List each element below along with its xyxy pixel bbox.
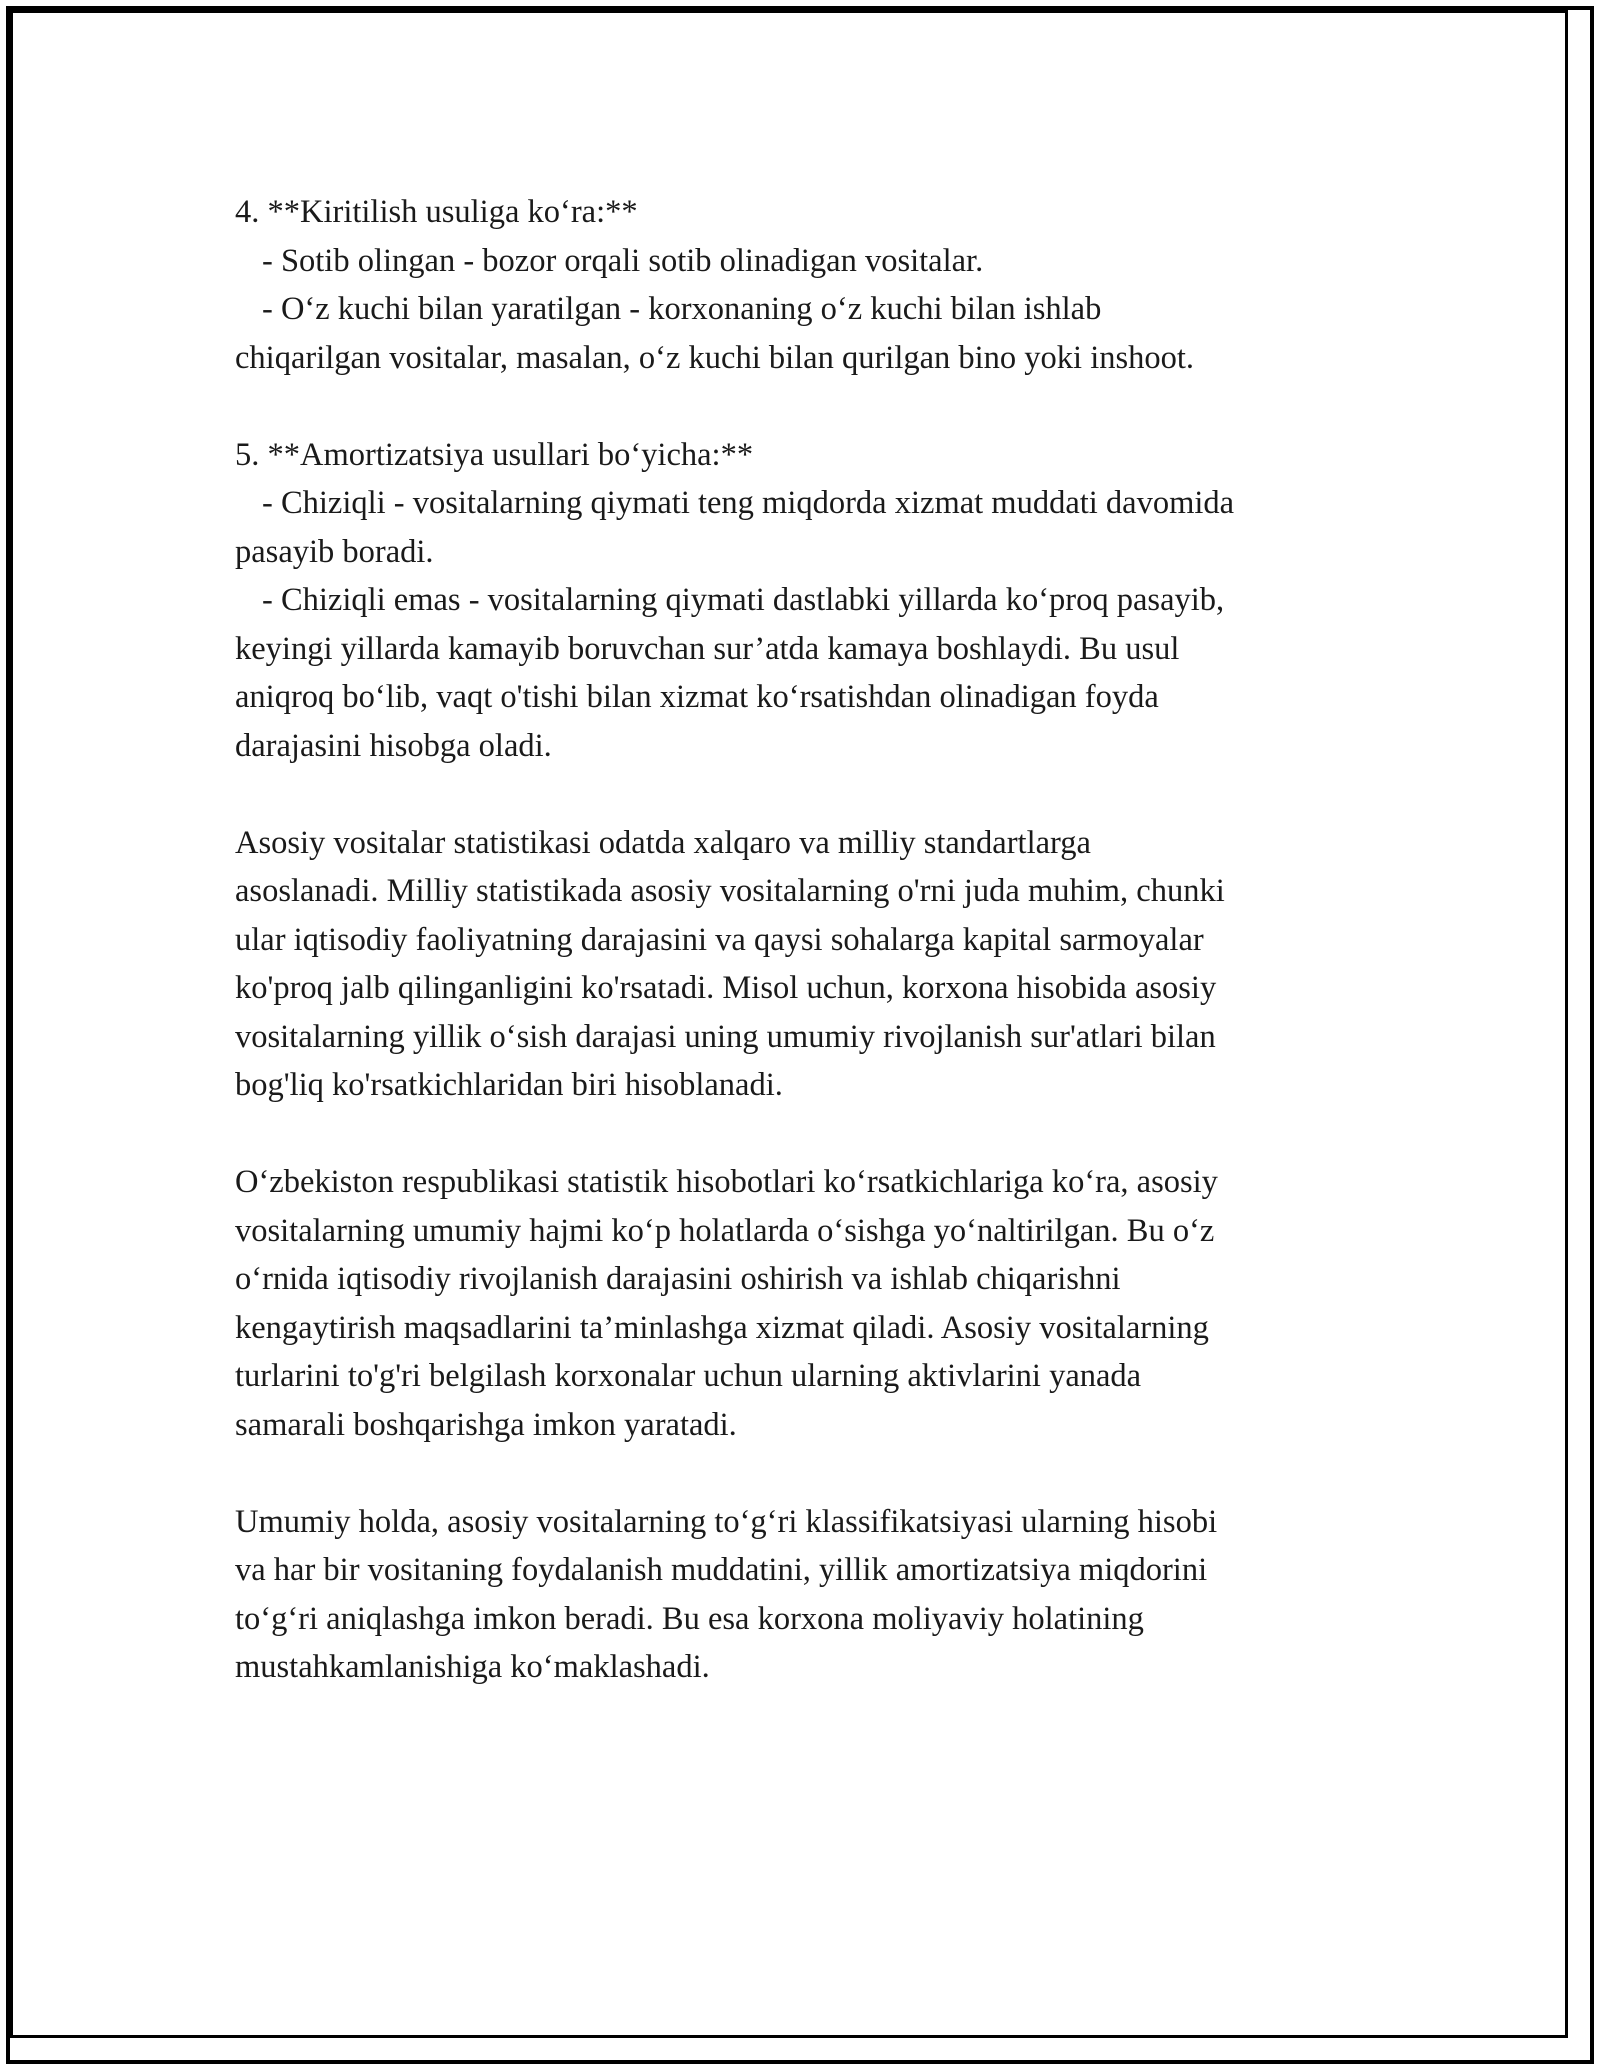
text-line: samarali boshqarishga imkon yaratadi. [235,1406,737,1443]
text-line: asoslanadi. Milliy statistikada asosiy vositalarning o'rni juda muhim, chunki [235,873,1225,909]
text-line: vositalarning yillik o‘sish darajasi uning umumiy rivojlanish sur'atlari bilan [235,1018,1216,1055]
text-line: to‘g‘ri aniqlashga imkon beradi. Bu esa korxona moliyaviy holatining [235,1600,1144,1637]
text-line: vositalarning umumiy hajmi ko‘p holatlarda o‘sishga yo‘naltirilgan. Bu o‘z [235,1212,1215,1249]
text-line: - Sotib olingan - bozor orqali sotib olinadigan vositalar. [262,242,984,279]
text-line: mustahkamlanishiga ko‘maklashadi. [235,1649,710,1685]
paragraph [235,819,1385,1110]
text-line: - O‘z kuchi bilan yaratilgan - korxonaning o‘z kuchi bilan ishlab [262,291,1102,327]
text-line: o‘rnida iqtisodiy rivojlanish darajasini oshirish va ishlab chiqarishni [235,1261,1121,1297]
text-line: turlarini to'g'ri belgilash korxonalar uchun ularning aktivlarini yanada [235,1358,1142,1394]
text-line: O‘zbekiston respublikasi statistik hisobotlari ko‘rsatkichlariga ko‘ra, asosiy [235,1164,1218,1200]
text-line: chiqarilgan vositalar, masalan, o‘z kuchi bilan qurilgan bino yoki inshoot. [235,339,1195,376]
paragraph [235,1158,1385,1449]
text-line: bog'liq ko'rsatkichlaridan biri hisoblanadi. [235,1067,783,1103]
text-line: darajasini hisobga oladi. [235,727,552,764]
text-line: - Chiziqli - vositalarning qiymati teng miqdorda xizmat muddati davomida [262,485,1235,521]
paragraph [235,188,1385,382]
text-line: - Chiziqli emas - vositalarning qiymati dastlabki yillarda ko‘proq pasayib, [262,582,1225,618]
document-body [235,188,1385,1740]
text-line: 5. **Amortizatsiya usullari bo‘yicha:** [235,436,754,473]
text-line: ko'proq jalb qilinganligini ko'rsatadi. Misol uchun, korxona hisobida asosiy [235,970,1217,1006]
text-line: 4. **Kiritilish usuliga ko‘ra:** [235,194,638,230]
text-line: aniqroq bo‘lib, vaqt o'tishi bilan xizmat ko‘rsatishdan olinadigan foyda [235,679,1159,715]
text-line: Umumiy holda, asosiy vositalarning to‘g‘ri klassifikatsiyasi ularning hisobi [235,1503,1218,1540]
text-line: va har bir vositaning foydalanish muddatini, yillik amortizatsiya miqdorini [235,1552,1208,1588]
paragraph [235,431,1385,771]
text-line: ular iqtisodiy faoliyatning darajasini va qaysi sohalarga kapital sarmoyalar [235,921,1204,958]
text-line: Asosiy vositalar statistikasi odatda xalqaro va milliy standartlarga [235,824,1091,861]
text-line: keyingi yillarda kamayib boruvchan sur’atda kamaya boshlaydi. Bu usul [235,630,1180,667]
text-line: pasayib boradi. [235,533,434,570]
text-line: kengaytirish maqsadlarini ta’minlashga xizmat qiladi. Asosiy vositalarning [235,1309,1209,1346]
paragraph [235,1498,1385,1692]
